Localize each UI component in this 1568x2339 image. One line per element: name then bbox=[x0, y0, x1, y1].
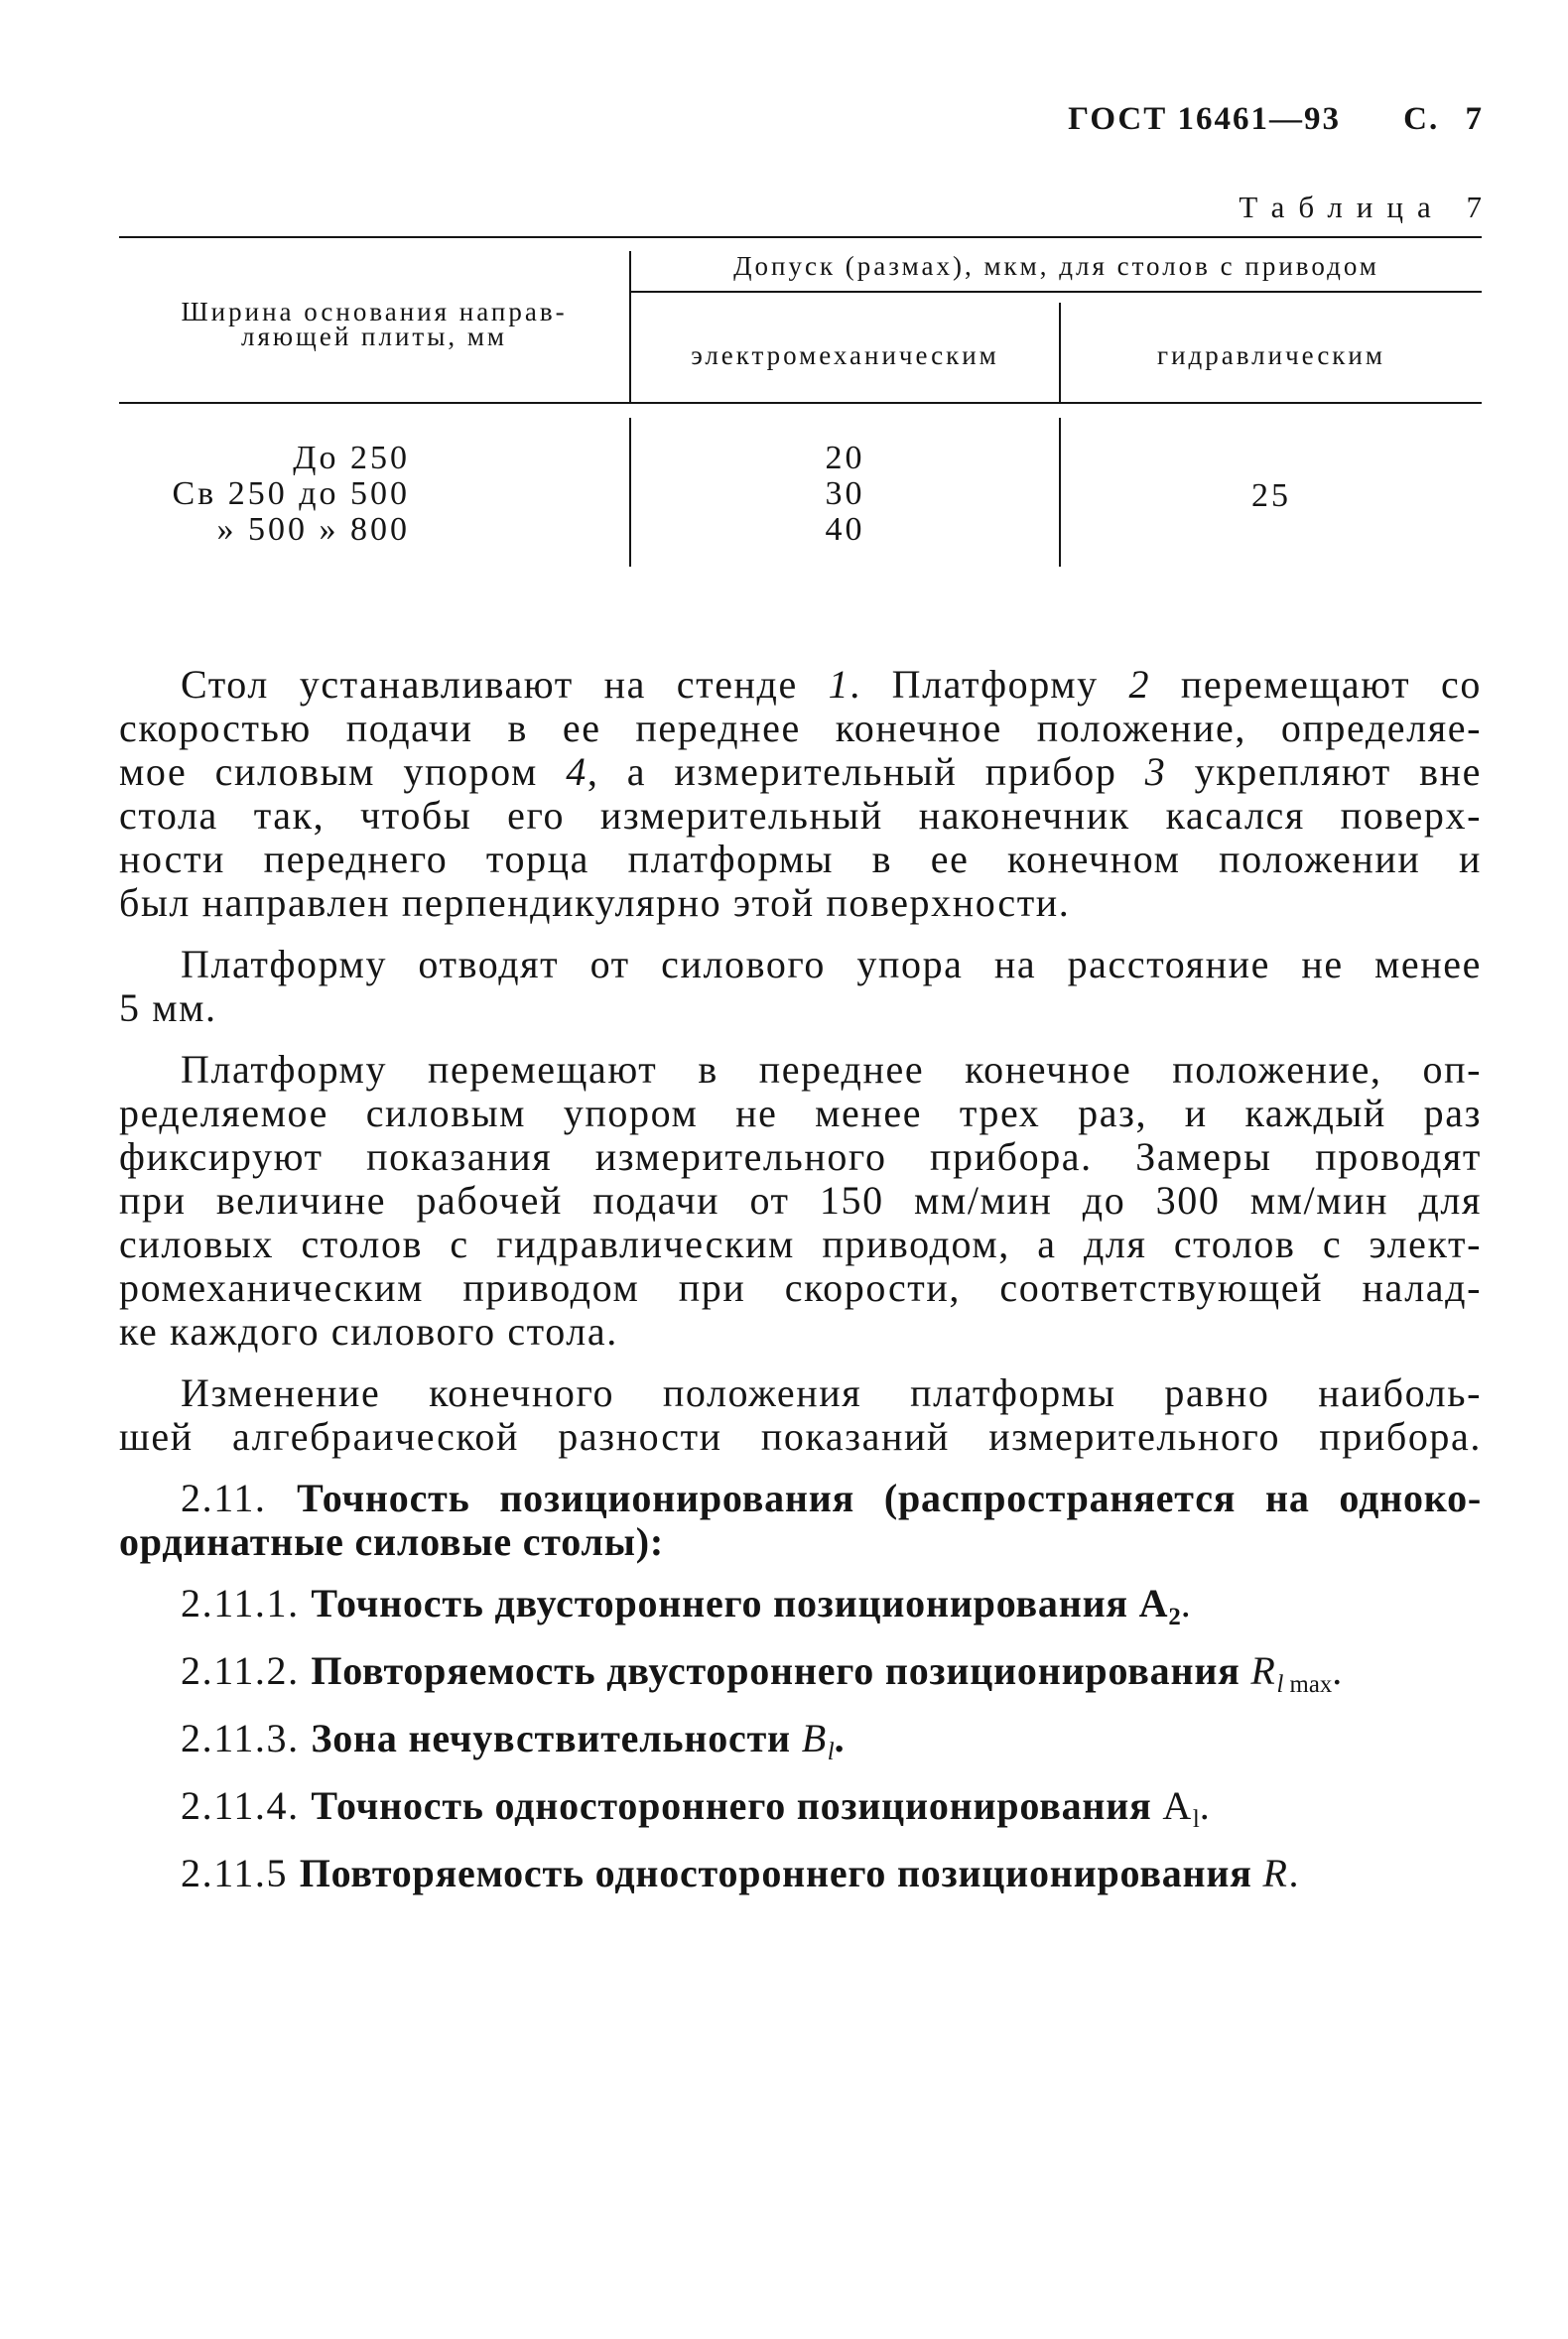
text-run: Стол устанавливают на стенде bbox=[181, 662, 829, 707]
row-label-width: До 250 bbox=[293, 440, 410, 476]
section-2-11-1 bbox=[119, 1582, 1482, 1631]
header-line: Ширина основания направ- bbox=[181, 297, 568, 326]
paragraph-line: Изменение конечного положения платформы равно наиболь- bbox=[181, 1370, 1482, 1415]
paragraph-line: Платформу перемещают в переднее конечное положение, оп- bbox=[181, 1047, 1482, 1092]
text-run: укрепляют вне bbox=[1166, 749, 1483, 794]
subscript: l bbox=[827, 1738, 835, 1765]
paragraph-line: ределяемое силовым упором не менее трех раз, и каждый раз bbox=[119, 1091, 1482, 1135]
callout-number: 1 bbox=[828, 662, 850, 707]
callout-number: 3 bbox=[1144, 749, 1167, 794]
subscript: l bbox=[1276, 1670, 1284, 1698]
paragraph-line bbox=[119, 1852, 1482, 1895]
section-title: Повторяемость двустороннего позиционирования bbox=[311, 1648, 1251, 1693]
paragraph bbox=[119, 943, 1482, 1030]
section-2-11 bbox=[119, 1477, 1482, 1564]
paragraph-line: ности переднего торца платформы в ее конечном положении и bbox=[119, 837, 1482, 881]
value-electromechanical: 40 bbox=[825, 511, 865, 548]
symbol: B bbox=[801, 1716, 828, 1760]
paragraph bbox=[119, 663, 1482, 925]
callout-number: 2 bbox=[1128, 662, 1151, 707]
paragraph-line: Платформу отводят от силового упора на расстояние не менее bbox=[181, 942, 1482, 986]
symbol: R bbox=[1250, 1648, 1277, 1693]
table-group-header-rule bbox=[630, 291, 1482, 293]
text-run: , а измерительный прибор bbox=[587, 749, 1145, 794]
text-run: . bbox=[834, 1716, 846, 1760]
symbol: A bbox=[1162, 1783, 1193, 1828]
header-tolerance: Допуск (размах), мкм, для столов с приводом bbox=[733, 251, 1379, 281]
section-number: 2.11.4. bbox=[181, 1783, 312, 1828]
paragraph-line: скоростью подачи в ее переднее конечное положение, определяе- bbox=[119, 706, 1482, 750]
paragraph-line: ке каждого силового стола. bbox=[119, 1309, 618, 1354]
column-plate-width bbox=[119, 441, 410, 548]
paragraph-line bbox=[119, 1477, 1482, 1520]
paragraph-line bbox=[119, 1649, 1482, 1699]
header-electromechanical: электромеханическим bbox=[691, 340, 999, 370]
table-top-rule bbox=[119, 236, 1482, 238]
section-title: Повторяемость одностороннего позиционирования bbox=[299, 1851, 1263, 1895]
paragraph-line: фиксируют показания измерительного прибора. Замеры проводят bbox=[119, 1134, 1482, 1179]
paragraph bbox=[119, 1048, 1482, 1354]
paragraph-line: силовых столов с гидравлическим приводом, а для столов с элект- bbox=[119, 1222, 1482, 1266]
section-2-11-4 bbox=[119, 1784, 1482, 1834]
paragraph-line bbox=[119, 1784, 1482, 1834]
table-header-bottom-rule bbox=[119, 402, 1482, 404]
symbol: R bbox=[1262, 1851, 1289, 1895]
section-number: 2.11. bbox=[181, 1476, 298, 1520]
section-2-11-2 bbox=[119, 1649, 1482, 1699]
paragraph-line bbox=[119, 663, 1482, 707]
paragraph-line: шей алгебраической разности показаний измерительного прибора. bbox=[119, 1414, 1482, 1459]
symbol: A bbox=[1138, 1581, 1169, 1625]
text-run: перемещают со bbox=[1150, 662, 1482, 707]
section-title-continuation: ординатные силовые столы): bbox=[119, 1519, 664, 1564]
section-number: 2.11.3. bbox=[181, 1716, 312, 1760]
page-number: С. 7 bbox=[1403, 101, 1484, 137]
text-run: . bbox=[1332, 1648, 1344, 1693]
value-electromechanical: 30 bbox=[825, 475, 865, 512]
paragraph-line bbox=[119, 1582, 1482, 1631]
section-title: Зона нечувствительности bbox=[311, 1716, 802, 1760]
text-run: мое силовым упором bbox=[119, 749, 567, 794]
paragraph-line: ромеханическим приводом при скорости, соответствующей налад- bbox=[119, 1265, 1482, 1310]
text-run: . bbox=[1180, 1581, 1193, 1625]
subscript: max bbox=[1283, 1670, 1333, 1698]
row-label-width: Св 250 до 500 bbox=[172, 475, 410, 512]
text-run: . bbox=[1199, 1783, 1212, 1828]
row-label-width: » 500 » 800 bbox=[216, 511, 410, 548]
value-hydraulic: 25 bbox=[1251, 477, 1291, 514]
section-2-11-5 bbox=[119, 1852, 1482, 1895]
section-2-11-3 bbox=[119, 1717, 1482, 1766]
section-title: Точность позиционирования (распространяется на одноко- bbox=[297, 1476, 1482, 1520]
paragraph-line: 5 мм. bbox=[119, 985, 217, 1030]
section-number: 2.11.5 bbox=[181, 1851, 300, 1895]
value-electromechanical: 20 bbox=[825, 440, 865, 476]
paragraph-line: был направлен перпендикулярно этой поверхности. bbox=[119, 880, 1071, 925]
header-hydraulic: гидравлическим bbox=[1157, 340, 1385, 370]
subscript: l bbox=[1192, 1805, 1200, 1833]
paragraph-line: стола так, чтобы его измерительный наконечник касался поверх- bbox=[119, 793, 1482, 838]
section-number: 2.11.2. bbox=[181, 1648, 312, 1693]
callout-number: 4 bbox=[566, 749, 588, 794]
standard-designation: ГОСТ 16461—93 bbox=[1068, 101, 1341, 137]
header-plate-width bbox=[119, 297, 629, 351]
paragraph bbox=[119, 1371, 1482, 1459]
subscript: 2 bbox=[1168, 1603, 1181, 1630]
column-electromechanical bbox=[631, 441, 1059, 548]
paragraph-line: при величине рабочей подачи от 150 мм/мин до 300 мм/мин для bbox=[119, 1178, 1482, 1223]
body-text bbox=[119, 663, 1482, 1913]
text-run: . Платформу bbox=[849, 662, 1129, 707]
section-number: 2.11.1. bbox=[181, 1581, 312, 1625]
section-title: Точность двустороннего позиционирования bbox=[311, 1581, 1139, 1625]
text-run: . bbox=[1288, 1851, 1301, 1895]
header-line: ляющей плиты, мм bbox=[240, 322, 508, 351]
section-title: Точность одностороннего позиционирования bbox=[311, 1783, 1163, 1828]
paragraph-line bbox=[119, 1717, 1482, 1766]
table-caption: Таблица 7 bbox=[1239, 190, 1496, 224]
paragraph-line bbox=[119, 750, 1482, 794]
